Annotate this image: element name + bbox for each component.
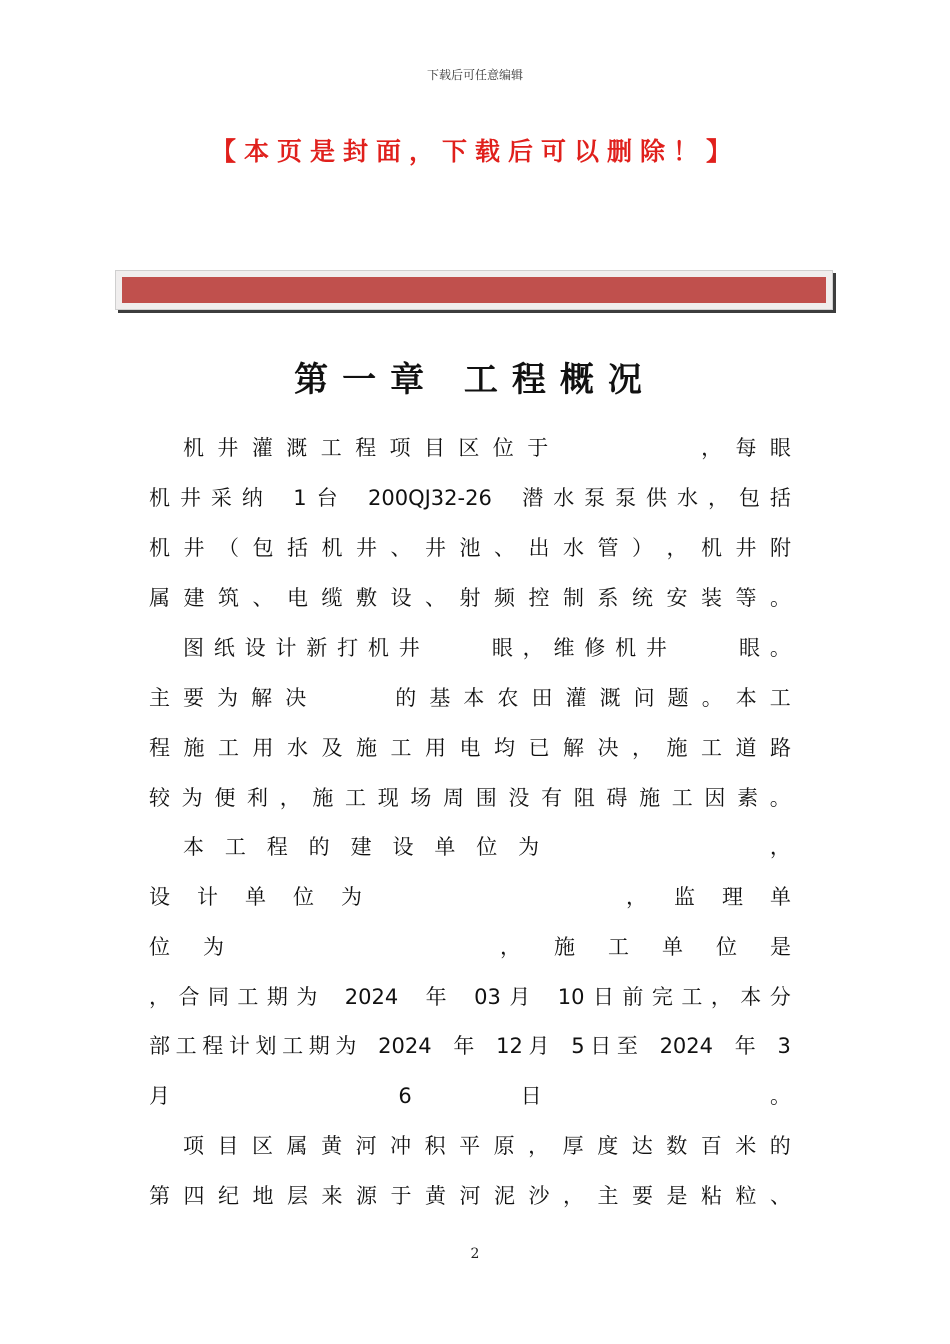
chapter-title: 第一章 工程概况 [294,360,656,400]
body-line: 主 要 为 解 决 的 基 本 农 田 灌 溉 问 题 。 本 工 [149,686,791,710]
header-note: 下载后可任意编辑 [426,68,523,82]
decorative-banner [115,270,833,310]
body-line: 机 井 采 纳 1 台 200QJ32-26 潜 水 泵 泵 供 水 ， 包 括 [149,486,791,510]
body-line: 程 施 工 用 水 及 施 工 用 电 均 已 解 决 ， 施 工 道 路 [149,736,791,760]
body-line: 项 目 区 属 黄 河 冲 积 平 原 ， 厚 度 达 数 百 米 的 [183,1134,791,1158]
body-line: 本 工 程 的 建 设 单 位 为 ， [183,835,791,859]
body-line: 第 四 纪 地 层 来 源 于 黄 河 泥 沙 ， 主 要 是 粘 粒 、 [149,1184,791,1208]
body-line: 机 井 （ 包 括 机 井 、 井 池 、 出 水 管 ） ， 机 井 附 [149,536,791,560]
banner-fill [122,277,826,303]
body-line: 位 为 ， 施 工 单 位 是 [149,935,791,959]
body-line: 设 计 单 位 为 ， 监 理 单 [149,885,791,909]
body-line: 机 井 灌 溉 工 程 项 目 区 位 于 ， 每 眼 [183,436,791,460]
body-line: ， 合 同 工 期 为 2024 年 03 月 10 日 前 完 工 ， 本 分 [149,985,791,1009]
page-number: 2 [470,1246,480,1262]
body-line: 部 工 程 计 划 工 期 为 2024 年 12 月 5 日 至 2024 年 3 [149,1034,791,1058]
body-line: 属 建 筑 、 电 缆 敷 设 、 射 频 控 制 系 统 安 装 等 。 [149,586,791,610]
body-line: 较 为 便 利 ， 施 工 现 场 周 围 没 有 阻 碍 施 工 因 素 。 [149,786,791,810]
body-line: 月 6 日 。 [149,1084,791,1108]
body-line: 图 纸 设 计 新 打 机 井 眼 ， 维 修 机 井 眼 。 [183,636,791,660]
cover-notice: 【本页是封面，下载后可以删除！】 [210,137,739,166]
